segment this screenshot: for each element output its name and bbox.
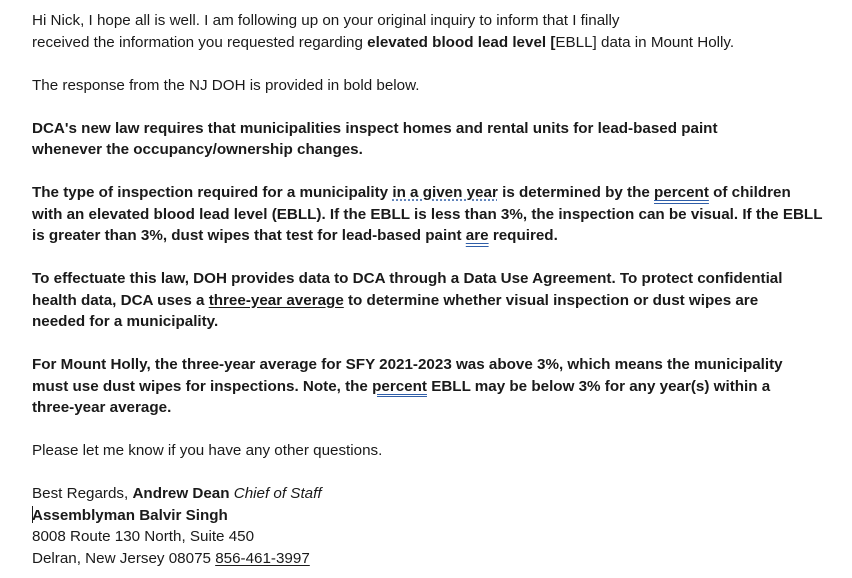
phone-link[interactable]: 856-461-3997 [215,549,310,567]
mount-holly-paragraph-line-3: three-year average. [32,399,172,416]
inspection-paragraph-line-2: with an elevated blood lead level (EBLL). If the EBLL is less than 3%, the inspection can be visual. If the EBLL [32,205,823,223]
underlined-phrase: three-year average [208,291,344,309]
law-paragraph-line-1: DCA's new law requires that municipalities inspect homes and rental units for lead-based paint [32,119,718,137]
grammar-flag[interactable]: percent [372,377,427,395]
bracket-open: [ [546,33,556,51]
signature-title: Chief of Staff [229,485,322,502]
signature-name: Andrew Dean [132,485,230,502]
inspection-paragraph-line-3: is greater than 3%, dust wipes that test for lead-based paint are required. [32,227,558,244]
data-paragraph-line-3: needed for a municipality. [32,313,219,330]
greeting-text: Hi Nick, I hope all is well. I am following up on your original inquiry to inform that I finally [32,12,620,29]
ebll-term: elevated blood lead level [367,33,547,51]
response-intro: The response from the NJ DOH is provided in bold below. [32,76,420,94]
signature-city: Delran, New Jersey 08075 856-461-3997 [32,549,310,567]
law-paragraph-line-2: whenever the occupancy/ownership changes. [32,141,363,158]
inquiry-line [32,32,832,54]
mount-holly-paragraph-line-1: For Mount Holly, the three-year average for SFY 2021-2023 was above 3%, which means the municipality [32,356,783,373]
inquiry-text-end: EBLL] data in Mount Holly. [555,33,735,51]
closing-line: Please let me know if you have any other questions. [32,442,383,459]
data-paragraph-line-2: health data, DCA uses a three-year average to determine whether visual inspection or dust wipes are [32,291,759,309]
greeting-line [32,10,832,32]
grammar-flag[interactable]: in a given year [392,184,498,201]
mount-holly-paragraph-line-2: must use dust wipes for inspections. Note, the percent EBLL may be below 3% for any year(s) within a [32,377,771,395]
signature-regards: Best Regards, Andrew Dean Chief of Staff [32,485,322,502]
signature-office: Assemblyman Balvir Singh [32,506,228,524]
data-paragraph-line-1: To effectuate this law, DOH provides data to DCA through a Data Use Agreement. To protect confidential [32,270,783,287]
signature-address: 8008 Route 130 North, Suite 450 [32,528,255,545]
email-body [32,10,832,569]
inquiry-text: received the information you requested regarding [32,33,368,51]
grammar-flag[interactable]: percent [654,184,709,201]
inspection-paragraph-line-1: The type of inspection required for a municipality in a given year is determined by the percent of children [32,184,791,201]
grammar-flag[interactable]: are [465,227,489,244]
